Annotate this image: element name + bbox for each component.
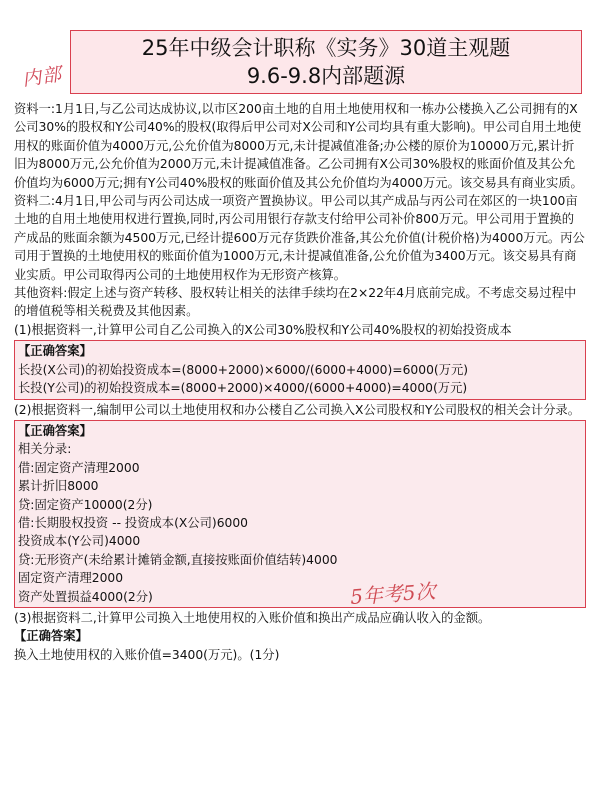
journal-entry-line: 贷:无形资产(未给累计摊销金额,直接按账面价值结转)4000 (18, 552, 338, 567)
journal-entry-line: 借:固定资产清理2000 (18, 460, 140, 475)
answer-line: 长投(Y公司)的初始投资成本=(8000+2000)×4000/(6000+4000)=4000(万元) (18, 381, 468, 396)
answer-line: 长投(X公司)的初始投资成本=(8000+2000)×6000/(6000+4000)=6000(万元) (18, 362, 469, 377)
journal-entry-line: 资产处置损益4000(2分) (18, 589, 153, 604)
title-line-1: 25年中级会计职称《实务》30道主观题 (141, 36, 511, 60)
journal-entry-line: 投资成本(Y公司)4000 (18, 534, 141, 549)
material-two-paragraph: 资料二:4月1日,甲公司与丙公司达成一项资产置换协议。甲公司以其产成品与丙公司在郊区的一块100亩土地的自用土地使用权进行置换,同时,丙公司用银行存款支付给甲公司补价800万元。甲公司用于置换的产成品的账面余额为4500万元,已经计提600万元存货跌价准备,其公允价值(计税价格)为4000万元。丙公司用于置换的土地使用权的账面价值为1000万元,未计提减值准备,公允价值为3400万元。该交易具有商业实质。甲公司取得丙公司的土地使用权作为无形资产核算。 (14, 194, 585, 282)
journal-entry-line: 贷:固定资产10000(2分) (18, 497, 153, 512)
journal-entry-line: 累计折旧8000 (18, 479, 99, 494)
question-1: (1)根据资料一,计算甲公司自乙公司换入的X公司30%股权和Y公司40%股权的初始投资成本 (14, 322, 512, 337)
answer-line: 换入土地使用权的入账价值=3400(万元)。(1分) (14, 647, 280, 662)
question-2: (2)根据资料一,编制甲公司以土地使用权和办公楼自乙公司换入X公司股权和Y公司股权的相关会计分录。 (14, 402, 581, 417)
answer-heading: 【正确答案】 (14, 629, 88, 644)
question-document (14, 100, 586, 664)
other-info-paragraph: 其他资料:假定上述与资产转移、股权转让相关的法律手续均在2×22年4月底前完成。不考虑交易过程中的增值税等相关税费及其他因素。 (14, 286, 577, 319)
internal-stamp: 内部 (20, 63, 64, 91)
journal-entry-line: 借:长期股权投资 -- 投资成本(X公司)6000 (18, 515, 249, 530)
journal-entry-line: 固定资产清理2000 (18, 571, 124, 586)
question-3: (3)根据资料二,计算甲公司换入土地使用权的入账价值和换出产成品应确认收入的金额。 (14, 610, 491, 625)
handwritten-note: 5年考5次 (349, 579, 437, 609)
answer-box-2 (14, 420, 586, 608)
material-one-paragraph: 资料一:1月1日,与乙公司达成协议,以市区200亩土地的自用土地使用权和一栋办公楼换入乙公司拥有的X公司30%的股权和Y公司40%的股权(取得后甲公司对X公司和Y公司均具有重大影响)。甲公司自用土地使用权的账面价值为4000万元,公允价值为8000万元,未计提减值准备;办公楼的原价为10000万元,累计折旧为8000万元,公允价值为2000万元,未计提减值准备。乙公司拥有X公司30%股权的账面价值及其公允价值均为6000万元;拥有Y公司40%股权的账面价值及其公允价值均为4000万元。该交易具有商业实质。 (14, 102, 583, 190)
answer-heading: 【正确答案】 (18, 423, 92, 438)
answer-box-1 (14, 340, 586, 399)
journal-entry-line: 相关分录: (18, 442, 72, 457)
title-line-2: 9.6-9.8内部题源 (246, 64, 406, 88)
title-banner (70, 30, 582, 94)
answer-heading: 【正确答案】 (18, 344, 92, 359)
